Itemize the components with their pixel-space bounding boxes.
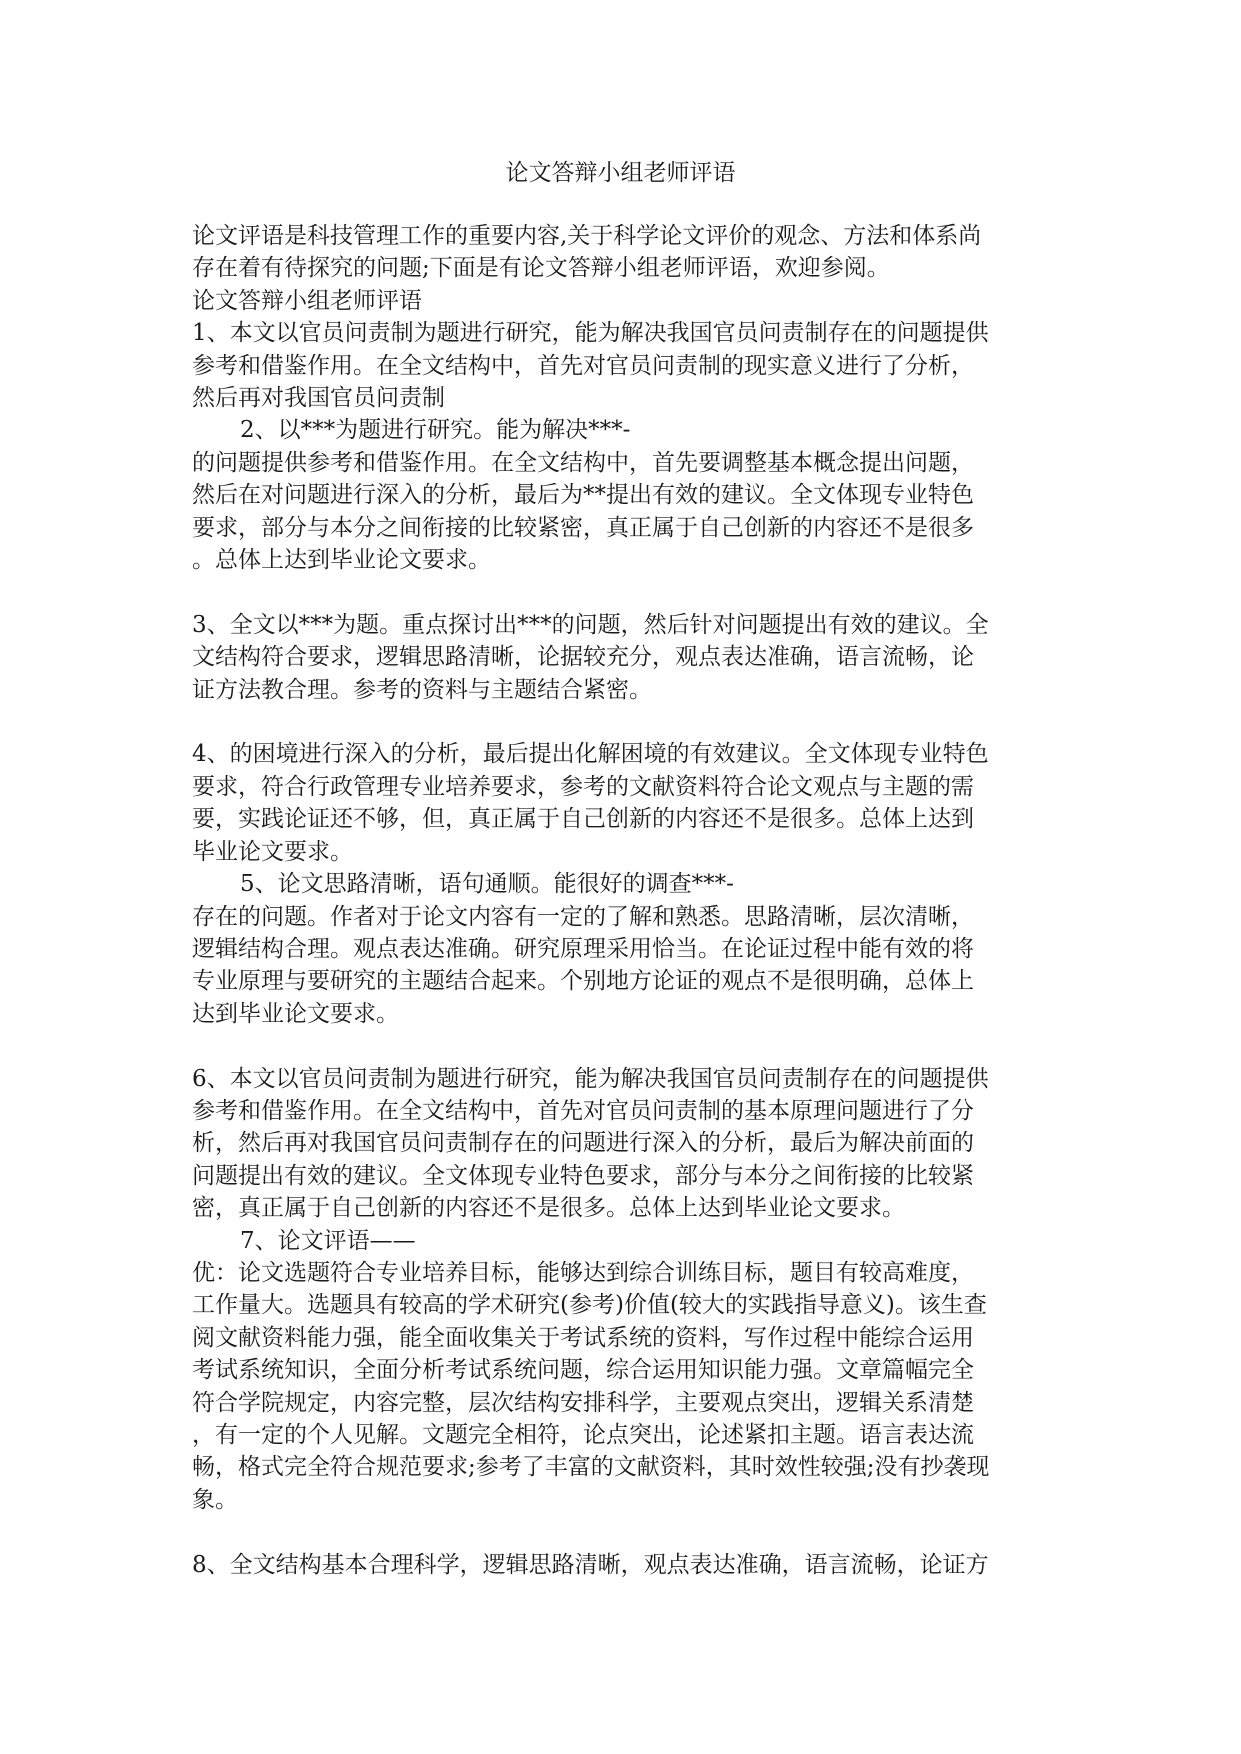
text-line: 符合学院规定，内容完整，层次结构安排科学，主要观点突出，逻辑关系清楚 (192, 1389, 974, 1416)
text-line: 然后再对我国官员问责制 (192, 385, 445, 412)
text-line: 然后在对问题进行深入的分析，最后为**提出有效的建议。全文体现专业特色 (192, 482, 974, 509)
text-line: 专业原理与要研究的主题结合起来。个别地方论证的观点不是很明确，总体上 (192, 968, 974, 995)
text-line: 阅文献资料能力强，能全面收集关于考试系统的资料，写作过程中能综合运用 (192, 1324, 974, 1351)
text-line: 8、全文结构基本合理科学，逻辑思路清晰，观点表达准确，语言流畅，论证方 (192, 1551, 989, 1578)
text-line: 论文答辩小组老师评语 (192, 287, 422, 314)
text-line: 参考和借鉴作用。在全文结构中，首先对官员问责制的基本原理问题进行了分 (192, 1097, 974, 1124)
text-line: 7、论文评语—— (240, 1227, 416, 1254)
text-line: 1、本文以官员问责制为题进行研究，能为解决我国官员问责制存在的问题提供 (192, 320, 989, 347)
text-line: 达到毕业论文要求。 (192, 1000, 399, 1027)
text-line: 问题提出有效的建议。全文体现专业特色要求，部分与本分之间衔接的比较紧 (192, 1162, 974, 1189)
text-line: 要，实践论证还不够，但，真正属于自己创新的内容还不是很多。总体上达到 (192, 806, 974, 833)
text-line: 存在着有待探究的问题;下面是有论文答辩小组老师评语，欢迎参阅。 (192, 255, 890, 282)
paragraph-gap (192, 1030, 1062, 1062)
text-line: 证方法教合理。参考的资料与主题结合紧密。 (192, 676, 652, 703)
text-line: 参考和借鉴作用。在全文结构中，首先对官员问责制的现实意义进行了分析， (192, 352, 974, 379)
text-line: 畅，格式完全符合规范要求;参考了丰富的文献资料，其时效性较强;没有抄袭现 (192, 1454, 990, 1481)
text-line: 5、论文思路清晰，语句通顺。能很好的调查***- (240, 871, 734, 898)
text-line: 象。 (192, 1486, 238, 1513)
text-line: 毕业论文要求。 (192, 838, 353, 865)
document-body (192, 220, 1062, 1581)
document-title: 论文答辩小组老师评语 (505, 160, 736, 186)
text-line: 论文评语是科技管理工作的重要内容,关于科学论文评价的观念、方法和体系尚 (192, 223, 982, 249)
text-line: 要求，符合行政管理专业培养要求，参考的文献资料符合论文观点与主题的需 (192, 773, 974, 800)
text-line: 3、全文以***为题。重点探讨出***的问题，然后针对问题提出有效的建议。全 (192, 611, 989, 638)
text-line: 析，然后再对我国官员问责制存在的问题进行深入的分析，最后为解决前面的 (192, 1130, 974, 1157)
text-line: 要求，部分与本分之间衔接的比较紧密，真正属于自己创新的内容还不是很多 (192, 514, 974, 541)
text-line: ，有一定的个人见解。文题完全相符，论点突出，论述紧扣主题。语言表达流 (192, 1421, 974, 1448)
paragraph-gap (192, 706, 1062, 738)
text-line: 4、的困境进行深入的分析，最后提出化解困境的有效建议。全文体现专业特色 (192, 741, 989, 768)
text-line: 6、本文以官员问责制为题进行研究，能为解决我国官员问责制存在的问题提供 (192, 1065, 989, 1092)
text-line: 优：论文选题符合专业培养目标，能够达到综合训练目标，题目有较高难度， (192, 1259, 974, 1286)
text-line: 密，真正属于自己创新的内容还不是很多。总体上达到毕业论文要求。 (192, 1195, 905, 1222)
paragraph-gap (192, 576, 1062, 608)
text-line: 存在的问题。作者对于论文内容有一定的了解和熟悉。思路清晰，层次清晰， (192, 903, 974, 930)
paragraph-gap (192, 1516, 1062, 1548)
text-line: 逻辑结构合理。观点表达准确。研究原理采用恰当。在论证过程中能有效的将 (192, 935, 974, 962)
text-line: 的问题提供参考和借鉴作用。在全文结构中，首先要调整基本概念提出问题， (192, 449, 974, 476)
text-line: 工作量大。选题具有较高的学术研究(参考)价值(较大的实践指导意义)。该生查 (192, 1292, 987, 1319)
text-line: 2、以***为题进行研究。能为解决***- (240, 417, 631, 444)
text-line: 文结构符合要求，逻辑思路清晰，论据较充分，观点表达准确，语言流畅，论 (192, 644, 974, 671)
text-line: 。总体上达到毕业论文要求。 (192, 547, 491, 574)
text-line: 考试系统知识，全面分析考试系统问题，综合运用知识能力强。文章篇幅完全 (192, 1357, 974, 1384)
